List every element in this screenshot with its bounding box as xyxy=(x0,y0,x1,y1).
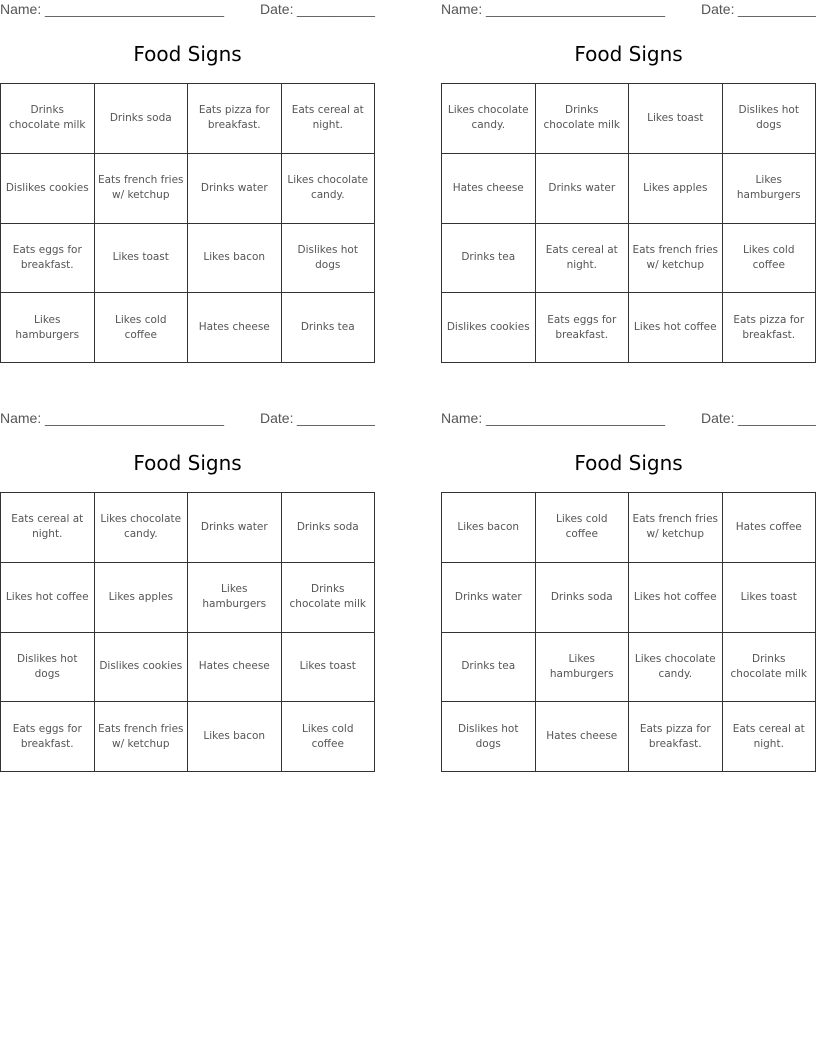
grid-cell: Eats cereal at night. xyxy=(281,84,375,154)
date-label: Date: xyxy=(260,1,294,17)
card-header xyxy=(441,1,816,21)
grid-cell: Likes hamburgers xyxy=(188,562,282,632)
grid-row xyxy=(1,293,375,363)
name-label: Name: xyxy=(441,1,483,17)
bingo-grid xyxy=(441,492,816,772)
grid-cell: Dislikes hot dogs xyxy=(442,702,536,772)
grid-cell: Hates coffee xyxy=(722,493,816,563)
grid-cell: Likes bacon xyxy=(442,493,536,563)
grid-cell: Likes chocolate candy. xyxy=(281,153,375,223)
grid-cell: Eats cereal at night. xyxy=(535,223,629,293)
grid-row xyxy=(442,153,816,223)
grid-cell: Likes toast xyxy=(281,632,375,702)
grid-cell: Drinks soda xyxy=(281,493,375,563)
grid-cell: Likes bacon xyxy=(188,223,282,293)
grid-cell: Likes hot coffee xyxy=(629,293,723,363)
grid-cell: Likes bacon xyxy=(188,702,282,772)
grid-row xyxy=(442,632,816,702)
grid-cell: Drinks chocolate milk xyxy=(1,84,95,154)
date-field-line[interactable]: __________ xyxy=(738,410,816,426)
grid-cell: Drinks chocolate milk xyxy=(535,84,629,154)
grid-cell: Likes toast xyxy=(722,562,816,632)
grid-row xyxy=(1,632,375,702)
grid-cell: Drinks water xyxy=(188,493,282,563)
grid-cell: Eats eggs for breakfast. xyxy=(1,223,95,293)
grid-cell: Likes hot coffee xyxy=(629,562,723,632)
grid-cell: Likes chocolate candy. xyxy=(442,84,536,154)
grid-cell: Eats eggs for breakfast. xyxy=(535,293,629,363)
grid-cell: Hates cheese xyxy=(442,153,536,223)
bingo-grid xyxy=(0,492,375,772)
grid-row xyxy=(1,702,375,772)
date-field-line[interactable]: __________ xyxy=(738,1,816,17)
grid-cell: Likes chocolate candy. xyxy=(94,493,188,563)
grid-cell: Eats cereal at night. xyxy=(722,702,816,772)
grid-cell: Eats french fries w/ ketchup xyxy=(629,493,723,563)
grid-row xyxy=(442,223,816,293)
date-field-line[interactable]: __________ xyxy=(297,1,375,17)
card-title: Food Signs xyxy=(133,42,242,66)
date-label: Date: xyxy=(701,1,735,17)
grid-cell: Drinks tea xyxy=(442,632,536,702)
name-field-line[interactable]: _______________________ xyxy=(45,410,225,426)
date-label: Date: xyxy=(701,410,735,426)
card-title: Food Signs xyxy=(133,451,242,475)
card-header xyxy=(441,410,816,430)
grid-cell: Drinks chocolate milk xyxy=(722,632,816,702)
grid-cell: Drinks tea xyxy=(442,223,536,293)
grid-cell: Dislikes hot dogs xyxy=(722,84,816,154)
grid-cell: Hates cheese xyxy=(535,702,629,772)
grid-cell: Eats french fries w/ ketchup xyxy=(94,702,188,772)
name-label: Name: xyxy=(441,410,483,426)
grid-cell: Dislikes cookies xyxy=(442,293,536,363)
grid-cell: Likes hamburgers xyxy=(535,632,629,702)
grid-cell: Likes hot coffee xyxy=(1,562,95,632)
grid-cell: Eats pizza for breakfast. xyxy=(188,84,282,154)
grid-cell: Eats french fries w/ ketchup xyxy=(94,153,188,223)
card-title: Food Signs xyxy=(574,451,683,475)
grid-row xyxy=(1,84,375,154)
grid-cell: Eats eggs for breakfast. xyxy=(1,702,95,772)
grid-cell: Drinks water xyxy=(188,153,282,223)
grid-cell: Eats cereal at night. xyxy=(1,493,95,563)
grid-row xyxy=(442,562,816,632)
grid-cell: Drinks water xyxy=(442,562,536,632)
grid-cell: Eats french fries w/ ketchup xyxy=(629,223,723,293)
grid-cell: Likes chocolate candy. xyxy=(629,632,723,702)
grid-cell: Dislikes hot dogs xyxy=(1,632,95,702)
grid-cell: Hates cheese xyxy=(188,293,282,363)
grid-row xyxy=(442,84,816,154)
bingo-grid xyxy=(0,83,375,363)
grid-cell: Likes apples xyxy=(629,153,723,223)
grid-cell: Likes cold coffee xyxy=(281,702,375,772)
name-label: Name: xyxy=(0,1,42,17)
grid-cell: Likes apples xyxy=(94,562,188,632)
grid-cell: Drinks tea xyxy=(281,293,375,363)
grid-cell: Dislikes cookies xyxy=(94,632,188,702)
grid-cell: Likes toast xyxy=(629,84,723,154)
grid-cell: Likes cold coffee xyxy=(535,493,629,563)
date-field-line[interactable]: __________ xyxy=(297,410,375,426)
grid-cell: Likes cold coffee xyxy=(722,223,816,293)
grid-row xyxy=(1,223,375,293)
grid-cell: Dislikes cookies xyxy=(1,153,95,223)
grid-row xyxy=(442,293,816,363)
grid-cell: Hates cheese xyxy=(188,632,282,702)
grid-cell: Likes hamburgers xyxy=(1,293,95,363)
grid-cell: Drinks chocolate milk xyxy=(281,562,375,632)
grid-cell: Drinks soda xyxy=(535,562,629,632)
date-label: Date: xyxy=(260,410,294,426)
grid-cell: Drinks water xyxy=(535,153,629,223)
grid-row xyxy=(1,153,375,223)
grid-cell: Likes toast xyxy=(94,223,188,293)
grid-row xyxy=(1,493,375,563)
name-field-line[interactable]: _______________________ xyxy=(45,1,225,17)
grid-row xyxy=(442,493,816,563)
grid-row xyxy=(442,702,816,772)
bingo-grid xyxy=(441,83,816,363)
grid-cell: Likes hamburgers xyxy=(722,153,816,223)
grid-cell: Dislikes hot dogs xyxy=(281,223,375,293)
name-field-line[interactable]: _______________________ xyxy=(486,410,666,426)
card-header xyxy=(0,410,375,430)
grid-cell: Likes cold coffee xyxy=(94,293,188,363)
name-field-line[interactable]: _______________________ xyxy=(486,1,666,17)
name-label: Name: xyxy=(0,410,42,426)
grid-row xyxy=(1,562,375,632)
card-header xyxy=(0,1,375,21)
grid-cell: Eats pizza for breakfast. xyxy=(722,293,816,363)
grid-cell: Eats pizza for breakfast. xyxy=(629,702,723,772)
card-title: Food Signs xyxy=(574,42,683,66)
grid-cell: Drinks soda xyxy=(94,84,188,154)
